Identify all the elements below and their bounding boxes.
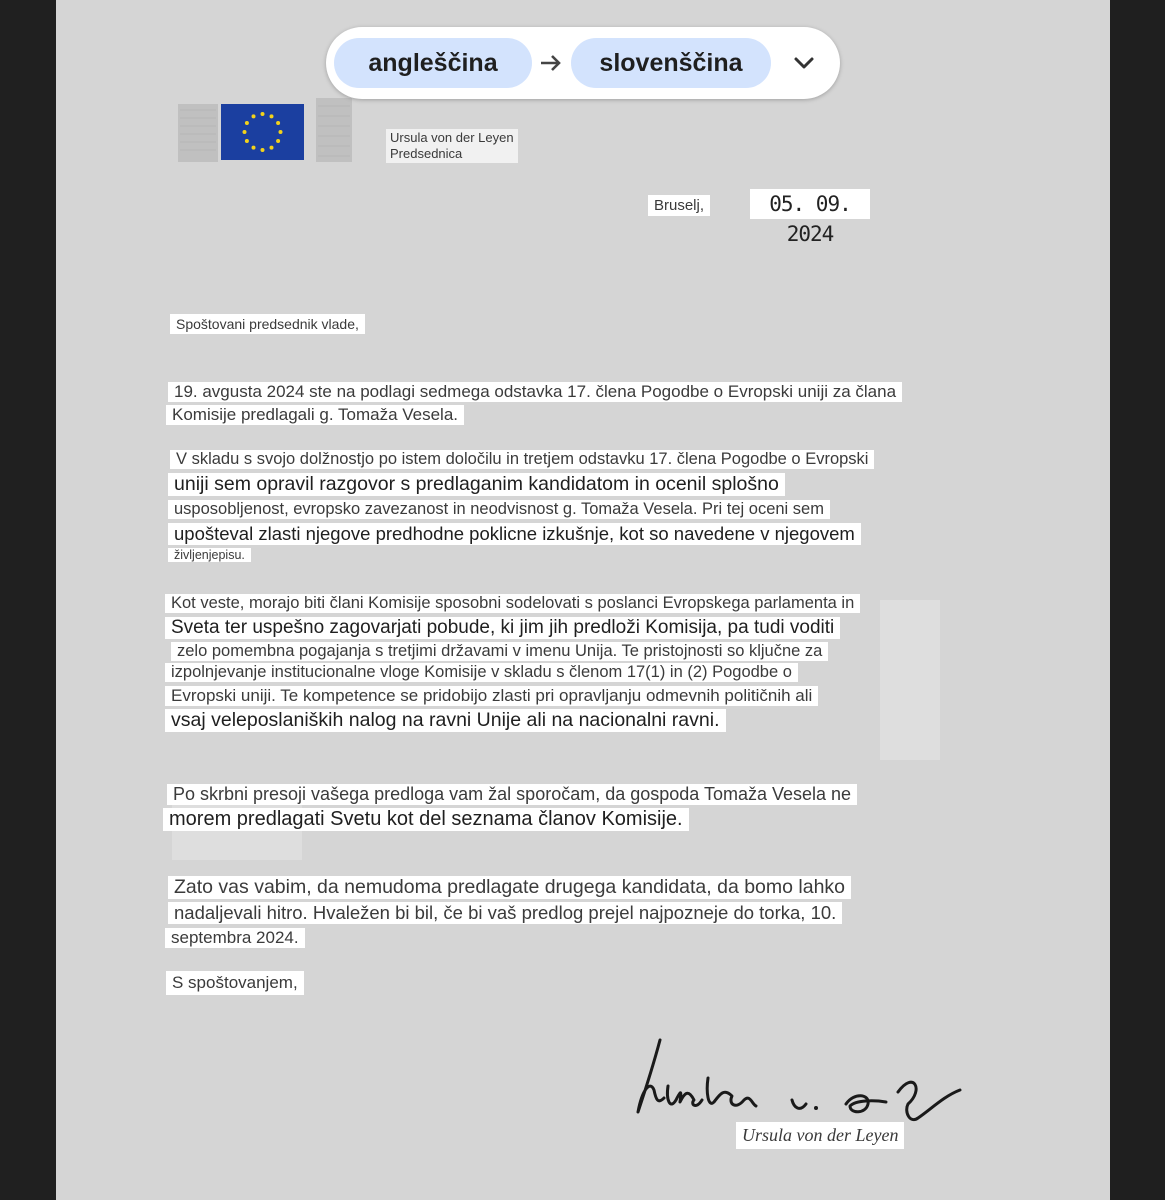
paragraph-1 [163,382,902,428]
handwritten-signature [624,1030,969,1130]
text-line: Evropski uniji. Te kompetence se pridobijo zlasti pri opravljanju odmevnih političnih ali [165,686,818,706]
text-line: zelo pomembna pogajanja s tretjimi državami v imenu Unija. Te pristojnosti so ključne za [171,642,828,661]
text-line: izpolnjevanje institucionalne vloge Komisije v skladu s členom 17(1) in (2) Pogodbe o [165,663,798,682]
paragraph-2 [163,450,874,569]
original-text-residue [880,600,940,760]
text-line: nadaljevali hitro. Hvaležen bi bil, če bi vaš predlog prejel najpozneje do torka, 10. [168,902,842,924]
right-frame [1110,0,1165,1200]
text-line: usposobljenost, evropsko zavezanost in neodvisnost g. Tomaža Vesela. Pri tej oceni sem [168,500,830,519]
sender-block [386,129,518,163]
arrow-right-icon [538,48,564,78]
text-line: upošteval zlasti njegove predhodne poklicne izkušnje, kot so navedene v njegovem [168,523,861,545]
source-language-button[interactable]: angleščina [334,38,532,88]
text-line: Po skrbni presoji vašega predloga vam žal sporočam, da gospoda Tomaža Vesela ne [167,784,857,805]
text-line: uniji sem opravil razgovor s predlaganim kandidatom in ocenil splošno [168,473,785,496]
signature-name: Ursula von der Leyen [736,1122,904,1149]
letter-place: Bruselj, [648,195,710,216]
text-line: Zato vas vabim, da nemudoma predlagate drugega kandidata, da bomo lahko [168,876,851,899]
text-line: Komisije predlagali g. Tomaža Vesela. [166,405,464,425]
text-line: V skladu s svojo dolžnostjo po istem določilu in tretjem odstavku 17. člena Pogodbe o Evropski [170,450,874,469]
text-line: morem predlagati Svetu kot del seznama članov Komisije. [163,808,689,831]
letter-date-stamp: 05. 09. 2024 [750,189,870,219]
text-line: 19. avgusta 2024 ste na podlagi sedmega odstavka 17. člena Pogodbe o Evropski uniji za člana [168,382,902,402]
text-line: Sveta ter uspešno zagovarjati pobude, ki jim jih predloži Komisija, pa tudi voditi [165,617,840,639]
text-line: Kot veste, morajo biti člani Komisije sposobni sodelovati s poslanci Evropskega parlamenta in [165,594,860,613]
paragraph-3 [163,594,860,736]
translate-language-bar [326,27,840,99]
paragraph-5 [163,876,851,951]
sender-name: Ursula von der Leyen [390,130,514,145]
sender-title: Predsednica [390,146,463,161]
eu-flag-icon [221,104,304,160]
chevron-down-icon[interactable] [790,49,818,77]
target-language-button[interactable]: slovenščina [571,38,771,88]
closing: S spoštovanjem, [166,971,304,995]
text-line: septembra 2024. [165,928,305,948]
paragraph-4 [163,784,857,836]
left-frame [0,0,56,1200]
text-line: vsaj veleposlaniških nalog na ravni Unije ali na nacionalni ravni. [165,709,726,732]
text-line: življenjepisu. [168,548,251,562]
salutation: Spoštovani predsednik vlade, [170,314,365,334]
